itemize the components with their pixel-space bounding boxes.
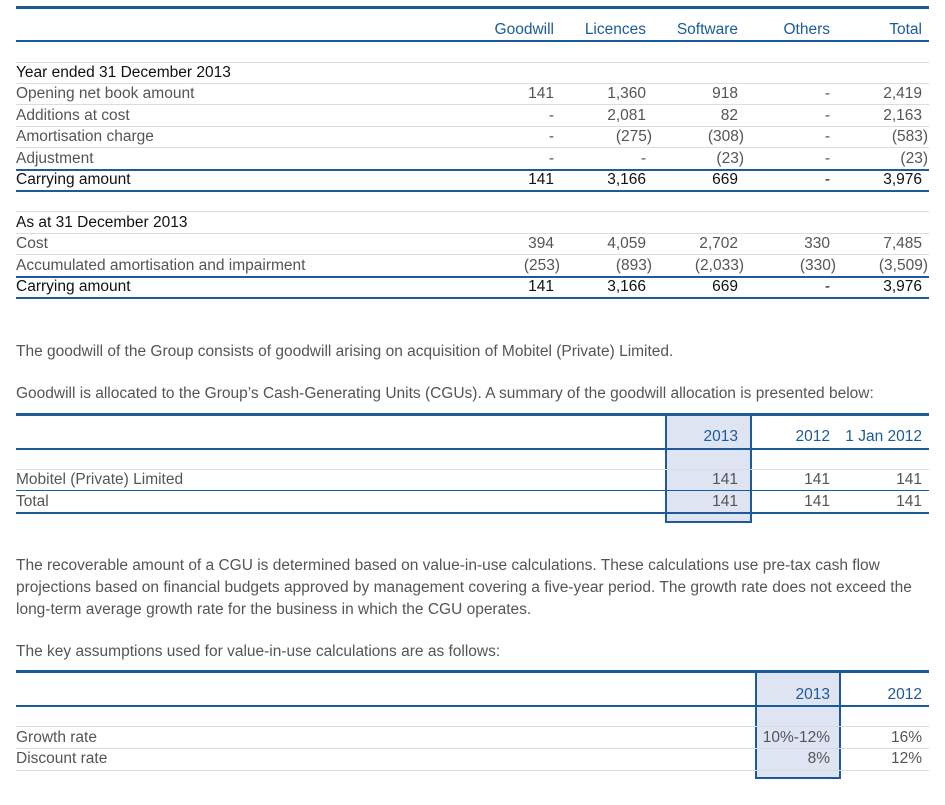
col-header-2012: 2012 <box>795 428 830 445</box>
cell: 141 <box>896 493 922 510</box>
total-cell: 3,976 <box>883 278 922 295</box>
total-bottom-rule <box>16 190 929 192</box>
total-cell: 3,166 <box>607 278 646 295</box>
row-divider <box>16 147 929 148</box>
cell: - <box>548 107 554 124</box>
total-cell: 3,976 <box>883 171 922 188</box>
row-divider <box>16 770 929 771</box>
cell: - <box>824 85 830 102</box>
total-bottom-rule <box>16 512 929 514</box>
cell: 12% <box>890 750 922 767</box>
total-label: Carrying amount <box>16 171 131 188</box>
row-label: Cost <box>16 235 48 252</box>
cell: (275) <box>615 128 652 145</box>
row-label: Mobitel (Private) Limited <box>16 471 184 488</box>
cell: (308) <box>707 128 744 145</box>
row-divider <box>16 62 929 63</box>
cell: 330 <box>804 235 830 252</box>
cell: 141 <box>896 471 922 488</box>
total-cell: 3,166 <box>607 171 646 188</box>
cell: 141 <box>804 471 830 488</box>
cell: 918 <box>712 85 738 102</box>
header-rule <box>16 448 929 450</box>
cell: - <box>640 150 646 167</box>
cell: - <box>824 107 830 124</box>
cell: (2,033) <box>694 257 744 274</box>
col-header-2013: 2013 <box>795 686 830 703</box>
cell: - <box>824 128 830 145</box>
cell: 394 <box>528 235 554 252</box>
cell: 4,059 <box>607 235 646 252</box>
row-divider <box>16 83 929 84</box>
total-label: Total <box>16 493 49 510</box>
total-bottom-rule <box>16 297 929 299</box>
cell: 10%-12% <box>762 729 830 746</box>
row-label: Amortisation charge <box>16 128 154 145</box>
cell: (893) <box>615 257 652 274</box>
cell: 141 <box>528 85 554 102</box>
total-cell: 141 <box>528 278 554 295</box>
total-cell: 669 <box>712 278 738 295</box>
col-header-goodwill: Goodwill <box>494 21 554 38</box>
cell: 8% <box>807 750 830 767</box>
row-divider <box>16 726 929 727</box>
table-top-rule <box>16 670 929 673</box>
row-divider <box>16 211 929 212</box>
goodwill-paragraph: The goodwill of the Group consists of goodwill arising on acquisition of Mobitel (Private) Limited. <box>16 343 674 360</box>
col-header-2013: 2013 <box>703 428 738 445</box>
cell: - <box>548 128 554 145</box>
cell: 2,163 <box>883 107 922 124</box>
cell: (23) <box>900 150 928 167</box>
row-divider <box>16 748 929 749</box>
cell: (23) <box>716 150 744 167</box>
cell: 7,485 <box>883 235 922 252</box>
cell: (253) <box>523 257 560 274</box>
cell: (3,509) <box>878 257 928 274</box>
total-label: Carrying amount <box>16 278 131 295</box>
col-header-2012: 2012 <box>887 686 922 703</box>
col-header-software: Software <box>676 21 738 38</box>
row-label: Discount rate <box>16 750 108 767</box>
col-header-others: Others <box>783 21 830 38</box>
header-rule <box>16 40 929 42</box>
table-top-rule <box>16 6 929 9</box>
col-header-1-jan-2012: 1 Jan 2012 <box>845 428 922 445</box>
total-cell: 141 <box>528 171 554 188</box>
total-cell: - <box>824 171 830 188</box>
col-header-total: Total <box>889 21 922 38</box>
cell: 141 <box>804 493 830 510</box>
row-label: Growth rate <box>16 729 97 746</box>
cell: 141 <box>712 493 738 510</box>
row-label: Opening net book amount <box>16 85 195 102</box>
cell: - <box>824 150 830 167</box>
row-divider <box>16 254 929 255</box>
row-label: Accumulated amortisation and impairment <box>16 257 306 274</box>
row-divider <box>16 104 929 105</box>
key-assumptions-paragraph: The key assumptions used for value-in-use calculations are as follows: <box>16 643 501 660</box>
header-rule <box>16 705 929 707</box>
cell: 141 <box>712 471 738 488</box>
section-title: Year ended 31 December 2013 <box>16 64 231 81</box>
row-divider <box>16 469 929 470</box>
col-header-licences: Licences <box>584 21 646 38</box>
recoverable-amount-paragraph: The recoverable amount of a CGU is determined based on value-in-use calculations. These calculations use pre-tax cash flow projections based on financial budgets approved by management covering a five-year period. The growth rate does not exceed the long-term average growth rate for the business in which the CGU operates. <box>16 557 912 618</box>
cell: - <box>548 150 554 167</box>
row-divider <box>16 233 929 234</box>
cell: 16% <box>890 729 922 746</box>
cell: 2,702 <box>699 235 738 252</box>
row-divider <box>16 126 929 127</box>
total-cell: - <box>824 278 830 295</box>
cell: (583) <box>891 128 928 145</box>
cell: 2,081 <box>607 107 646 124</box>
row-label: Adjustment <box>16 150 94 167</box>
table-top-rule <box>16 413 929 416</box>
total-top-rule <box>16 490 929 491</box>
row-label: Additions at cost <box>16 107 130 124</box>
cell: 1,360 <box>607 85 646 102</box>
allocation-paragraph: Goodwill is allocated to the Group’s Cash-Generating Units (CGUs). A summary of the goodwill allocation is presented below: <box>16 385 874 402</box>
cell: 2,419 <box>883 85 922 102</box>
cell: (330) <box>799 257 836 274</box>
cell: 82 <box>720 107 738 124</box>
section-title: As at 31 December 2013 <box>16 214 188 231</box>
total-cell: 669 <box>712 171 738 188</box>
